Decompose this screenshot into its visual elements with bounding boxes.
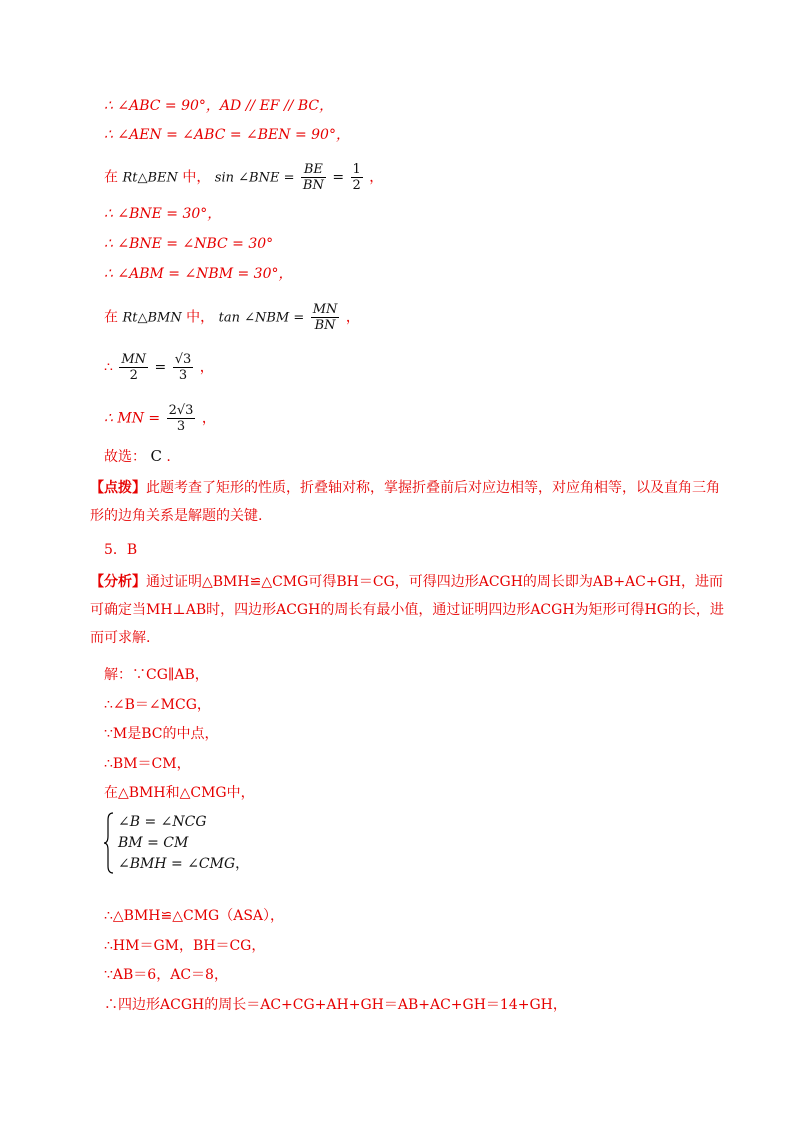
fraction-mn-2: $\frac{MN}{2}$: [121, 352, 147, 383]
solution-line-2: ∴∠B＝∠MCG，: [104, 697, 211, 713]
line-angle-aen: ∴ ∠AEN = ∠ABC = ∠BEN = 90°，: [104, 127, 350, 143]
line-mn-value: ∴ MN = $\frac{2√3}{3}$ ，: [104, 403, 216, 434]
solution-line-9: ∴四边形ACGH的周长＝AC+CG+AH+GH＝AB+AC+GH＝14+GH，: [104, 997, 567, 1013]
line-tan-nbm: 在 Rt△BMN 中， tan ∠NBM = $\frac{MN}{BN}$ ，: [104, 302, 360, 333]
left-brace-icon: [104, 812, 114, 874]
line-angle-abc: ∴ ∠ABC = 90°，AD // EF // BC，: [104, 98, 334, 114]
solution-line-3: ∵M是BC的中点，: [104, 726, 219, 742]
system-line-3: ∠BMH = ∠CMG，: [118, 856, 250, 872]
solution-line-5: 在△BMH和△CMG中，: [104, 785, 255, 801]
question-5-label: 5．B: [104, 542, 138, 558]
fraction-sqrt3-3: $\frac{√3}{3}$: [174, 352, 192, 383]
line-answer: 故选： C .: [104, 447, 171, 465]
line-bne-30: ∴ ∠BNE = 30°，: [104, 206, 222, 222]
system-line-1: ∠B = ∠NCG: [118, 814, 207, 830]
line-mn-over-2: ∴ $\frac{MN}{2}$ = $\frac{√3}{3}$ ，: [104, 352, 214, 383]
fraction-2sqrt3-3: $\frac{2√3}{3}$: [168, 403, 194, 434]
system-line-2: BM = CM: [118, 835, 189, 851]
solution-line-4: ∴BM＝CM，: [104, 756, 191, 772]
solution-line-1: 解：∵CG∥AB，: [104, 667, 209, 683]
line-abm-nbm: ∴ ∠ABM = ∠NBM = 30°，: [104, 266, 293, 282]
fraction-mn-bn: $\frac{MN}{BN}$: [312, 302, 338, 333]
solution-line-6: ∴△BMH≌△CMG（ASA），: [104, 908, 285, 924]
line-sin-bne: 在 Rt△BEN 中， sin ∠BNE = $\frac{BE}{BN}$ = $\frac{1}{2}$ ，: [104, 162, 384, 193]
fraction-be-bn: $\frac{BE}{BN}$: [302, 162, 324, 193]
dianbo-paragraph: 【点拨】此题考查了矩形的性质，折叠轴对称，掌握折叠前后对应边相等，对应角相等，以及直角三角形的边角关系是解题的关键.: [90, 480, 720, 524]
fraction-one-half: $\frac{1}{2}$: [352, 162, 361, 193]
solution-line-8: ∵AB＝6，AC＝8，: [104, 967, 228, 983]
solution-line-7: ∴HM＝GM，BH＝CG，: [104, 938, 266, 954]
fenxi-paragraph: 【分析】通过证明△BMH≌△CMG可得BH＝CG，可得四边形ACGH的周长即为AB+AC+GH，进而可确定当MH⊥AB时，四边形ACGH的周长有最小值，通过证明四边形ACGH为矩形可得HG的长，进而可求解.: [90, 574, 724, 646]
line-bne-nbc: ∴ ∠BNE = ∠NBC = 30°: [104, 236, 274, 252]
